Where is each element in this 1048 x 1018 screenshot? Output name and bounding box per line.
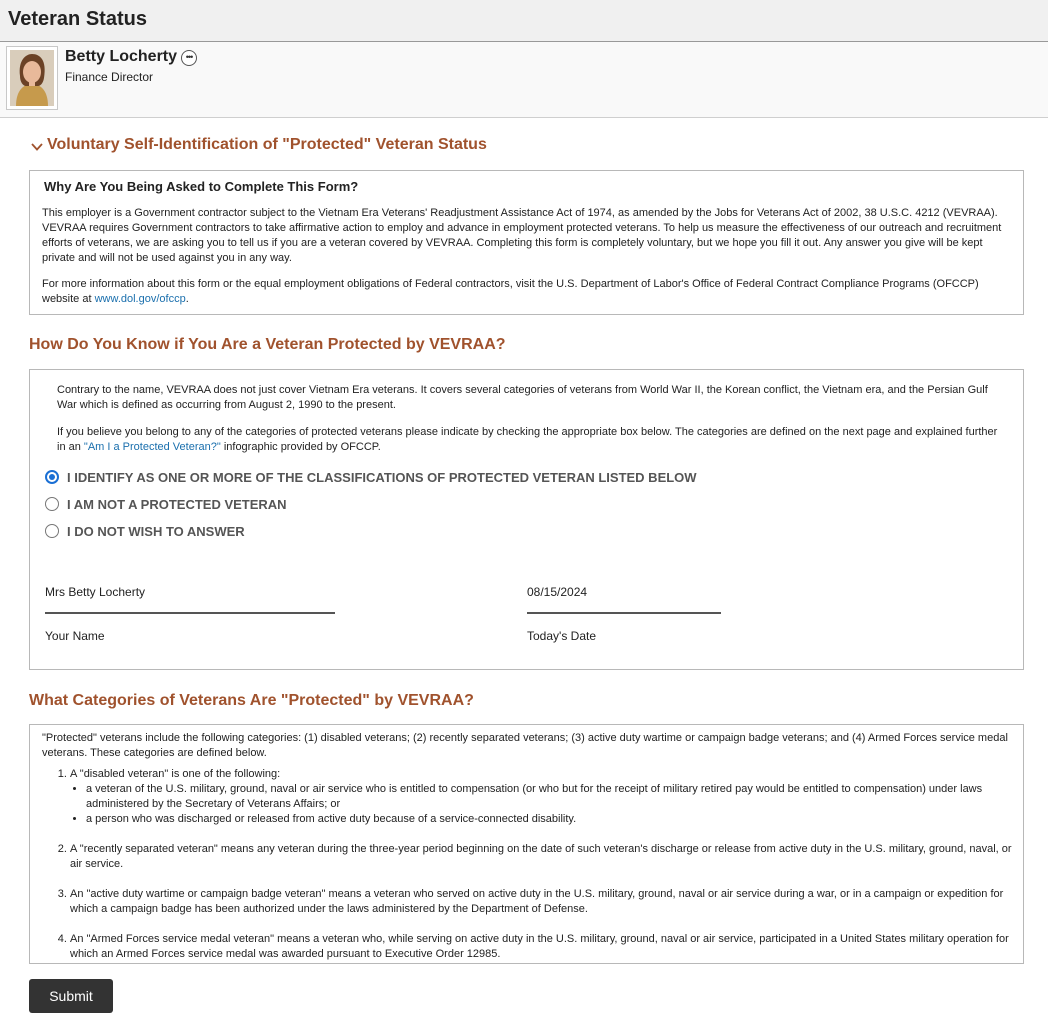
list-item: 2. A "recently separated veteran" means any veteran during the three-year period beginning on the date of such veteran's discharge or release from active duty in the U.S. military, ground, naval, or air service.: [70, 842, 1012, 872]
radio-option-do-not-wish[interactable]: [45, 522, 245, 540]
person-banner: [0, 42, 1048, 118]
avatar: [6, 46, 58, 110]
radio-option-identify-protected[interactable]: [45, 468, 697, 486]
chevron-down-icon[interactable]: [30, 140, 44, 154]
radio-option-not-protected[interactable]: [45, 495, 287, 513]
why-asked-paragraph: This employer is a Government contractor subject to the Vietnam Era Veterans' Readjustment Assistance Act of 1974, as amended by the Jobs for Veterans Act of 2002, 38 U.S.C. 4212 (VEVRAA). VEVRAA requires Government contractors to take affirmative action to employ and advance in employment protected veterans. To help us measure the effectiveness of our outreach and recruitment efforts of veterans, we are asking you to tell us if you are a veteran covered by VEVRAA. Completing this form is completely voluntary, but we hope you fill it out. Any answer you give will be kept private and will not be used against you in any way.: [42, 207, 1002, 264]
protected-categories-box: [29, 724, 1024, 964]
section-voluntary-self-identification-title[interactable]: Voluntary Self-Identification of "Protected" Veteran Status: [47, 136, 487, 153]
radio-button[interactable]: [45, 497, 59, 511]
list-item: • a veteran of the U.S. military, ground, naval or air service who is entitled to compensation (or who but for the receipt of military retired pay would be entitled to compensation) under laws administered by the Secretary of Veterans Affairs; or: [86, 782, 1012, 812]
your-name-value: Mrs Betty Locherty: [45, 585, 146, 599]
ofccp-website-link[interactable]: www.dol.gov/ofccp: [94, 293, 186, 305]
list-item: 1. A "disabled veteran" is one of the following: • a veteran of the U.S. military, ground, naval or air service who is entitled to compensation (or who but for the receipt of military retired pay would be entitled to compensation) under laws administered by the Secretary of Veterans Affairs; or • a person who was discharged or released from active duty because of a service-connected disability.: [70, 767, 1012, 827]
why-asked-box: [29, 170, 1024, 315]
radio-label: I IDENTIFY AS ONE OR MORE OF THE CLASSIFICATIONS OF PROTECTED VETERAN LISTED BELOW: [67, 469, 697, 485]
radio-button[interactable]: [45, 524, 59, 538]
protected-categories-title: What Categories of Veterans Are "Protected" by VEVRAA?: [29, 692, 474, 709]
disabled-veteran-criteria: [86, 782, 1012, 827]
submit-button[interactable]: Submit: [29, 979, 113, 1013]
list-item: 3. An "active duty wartime or campaign badge veteran" means a veteran who served on active duty in the U.S. military, ground, naval or air service during a war, or in a campaign or expedition for which a campaign badge has been authorized under the laws administered by the Department of Defense.: [70, 887, 1012, 917]
how-do-you-know-title: How Do You Know if You Are a Veteran Protected by VEVRAA?: [29, 336, 506, 353]
todays-date-caption: Today's Date: [527, 629, 596, 643]
radio-button[interactable]: [45, 470, 59, 484]
your-name-caption: Your Name: [45, 629, 105, 643]
categories-instructions-paragraph: If you believe you belong to any of the categories of protected veterans please indicate by checking the appropriate box below. The categories are defined on the next page and explained further in an "Am I a Protected Veteran?" infographic provided by OFCCP.: [57, 426, 998, 453]
categories-list: [70, 767, 1012, 962]
page-header: [0, 0, 1048, 42]
person-job-title: Finance Director: [65, 70, 154, 84]
todays-date-value: 08/15/2024: [527, 585, 588, 599]
veteran-status-form-box: [29, 369, 1024, 670]
protected-veteran-infographic-link[interactable]: "Am I a Protected Veteran?": [83, 441, 221, 453]
list-item: • a person who was discharged or released from active duty because of a service-connected disability.: [86, 812, 1012, 827]
your-name-underline: [45, 612, 335, 614]
todays-date-underline: [527, 612, 721, 614]
why-asked-heading: Why Are You Being Asked to Complete This Form?: [44, 179, 359, 194]
person-name: Betty Locherty: [65, 48, 178, 65]
avatar-photo: [10, 50, 54, 106]
vevraa-coverage-paragraph: Contrary to the name, VEVRAA does not just cover Vietnam Era veterans. It covers several categories of veterans from World War II, the Korean conflict, the Vietnam era, and the Persian Gulf War which is defined as occurring from August 2, 1990 to the present.: [57, 384, 988, 411]
categories-intro: "Protected" veterans include the following categories: (1) disabled veterans; (2) recently separated veterans; (3) active duty wartime or campaign badge veterans; and (4) Armed Forces service medal veterans. These categories are defined below.: [42, 732, 1008, 759]
more-info-paragraph: For more information about this form or the equal employment obligations of Federal contractors, visit the U.S. Department of Labor's Office of Federal Contract Compliance Programs (OFCCP) website at www.dol.gov/ofccp.: [42, 278, 979, 305]
list-item: 4. An "Armed Forces service medal veteran" means a veteran who, while serving on active duty in the U.S. military, ground, naval or air service, participated in a United States military operation for which an Armed Forces service medal was awarded pursuant to Executive Order 12985.: [70, 932, 1012, 962]
page-title: Veteran Status: [8, 8, 147, 30]
categories-content: [42, 731, 1012, 964]
radio-label: I DO NOT WISH TO ANSWER: [67, 523, 245, 539]
ellipsis-circle-icon[interactable]: •••: [181, 50, 197, 66]
radio-label: I AM NOT A PROTECTED VETERAN: [67, 496, 287, 512]
